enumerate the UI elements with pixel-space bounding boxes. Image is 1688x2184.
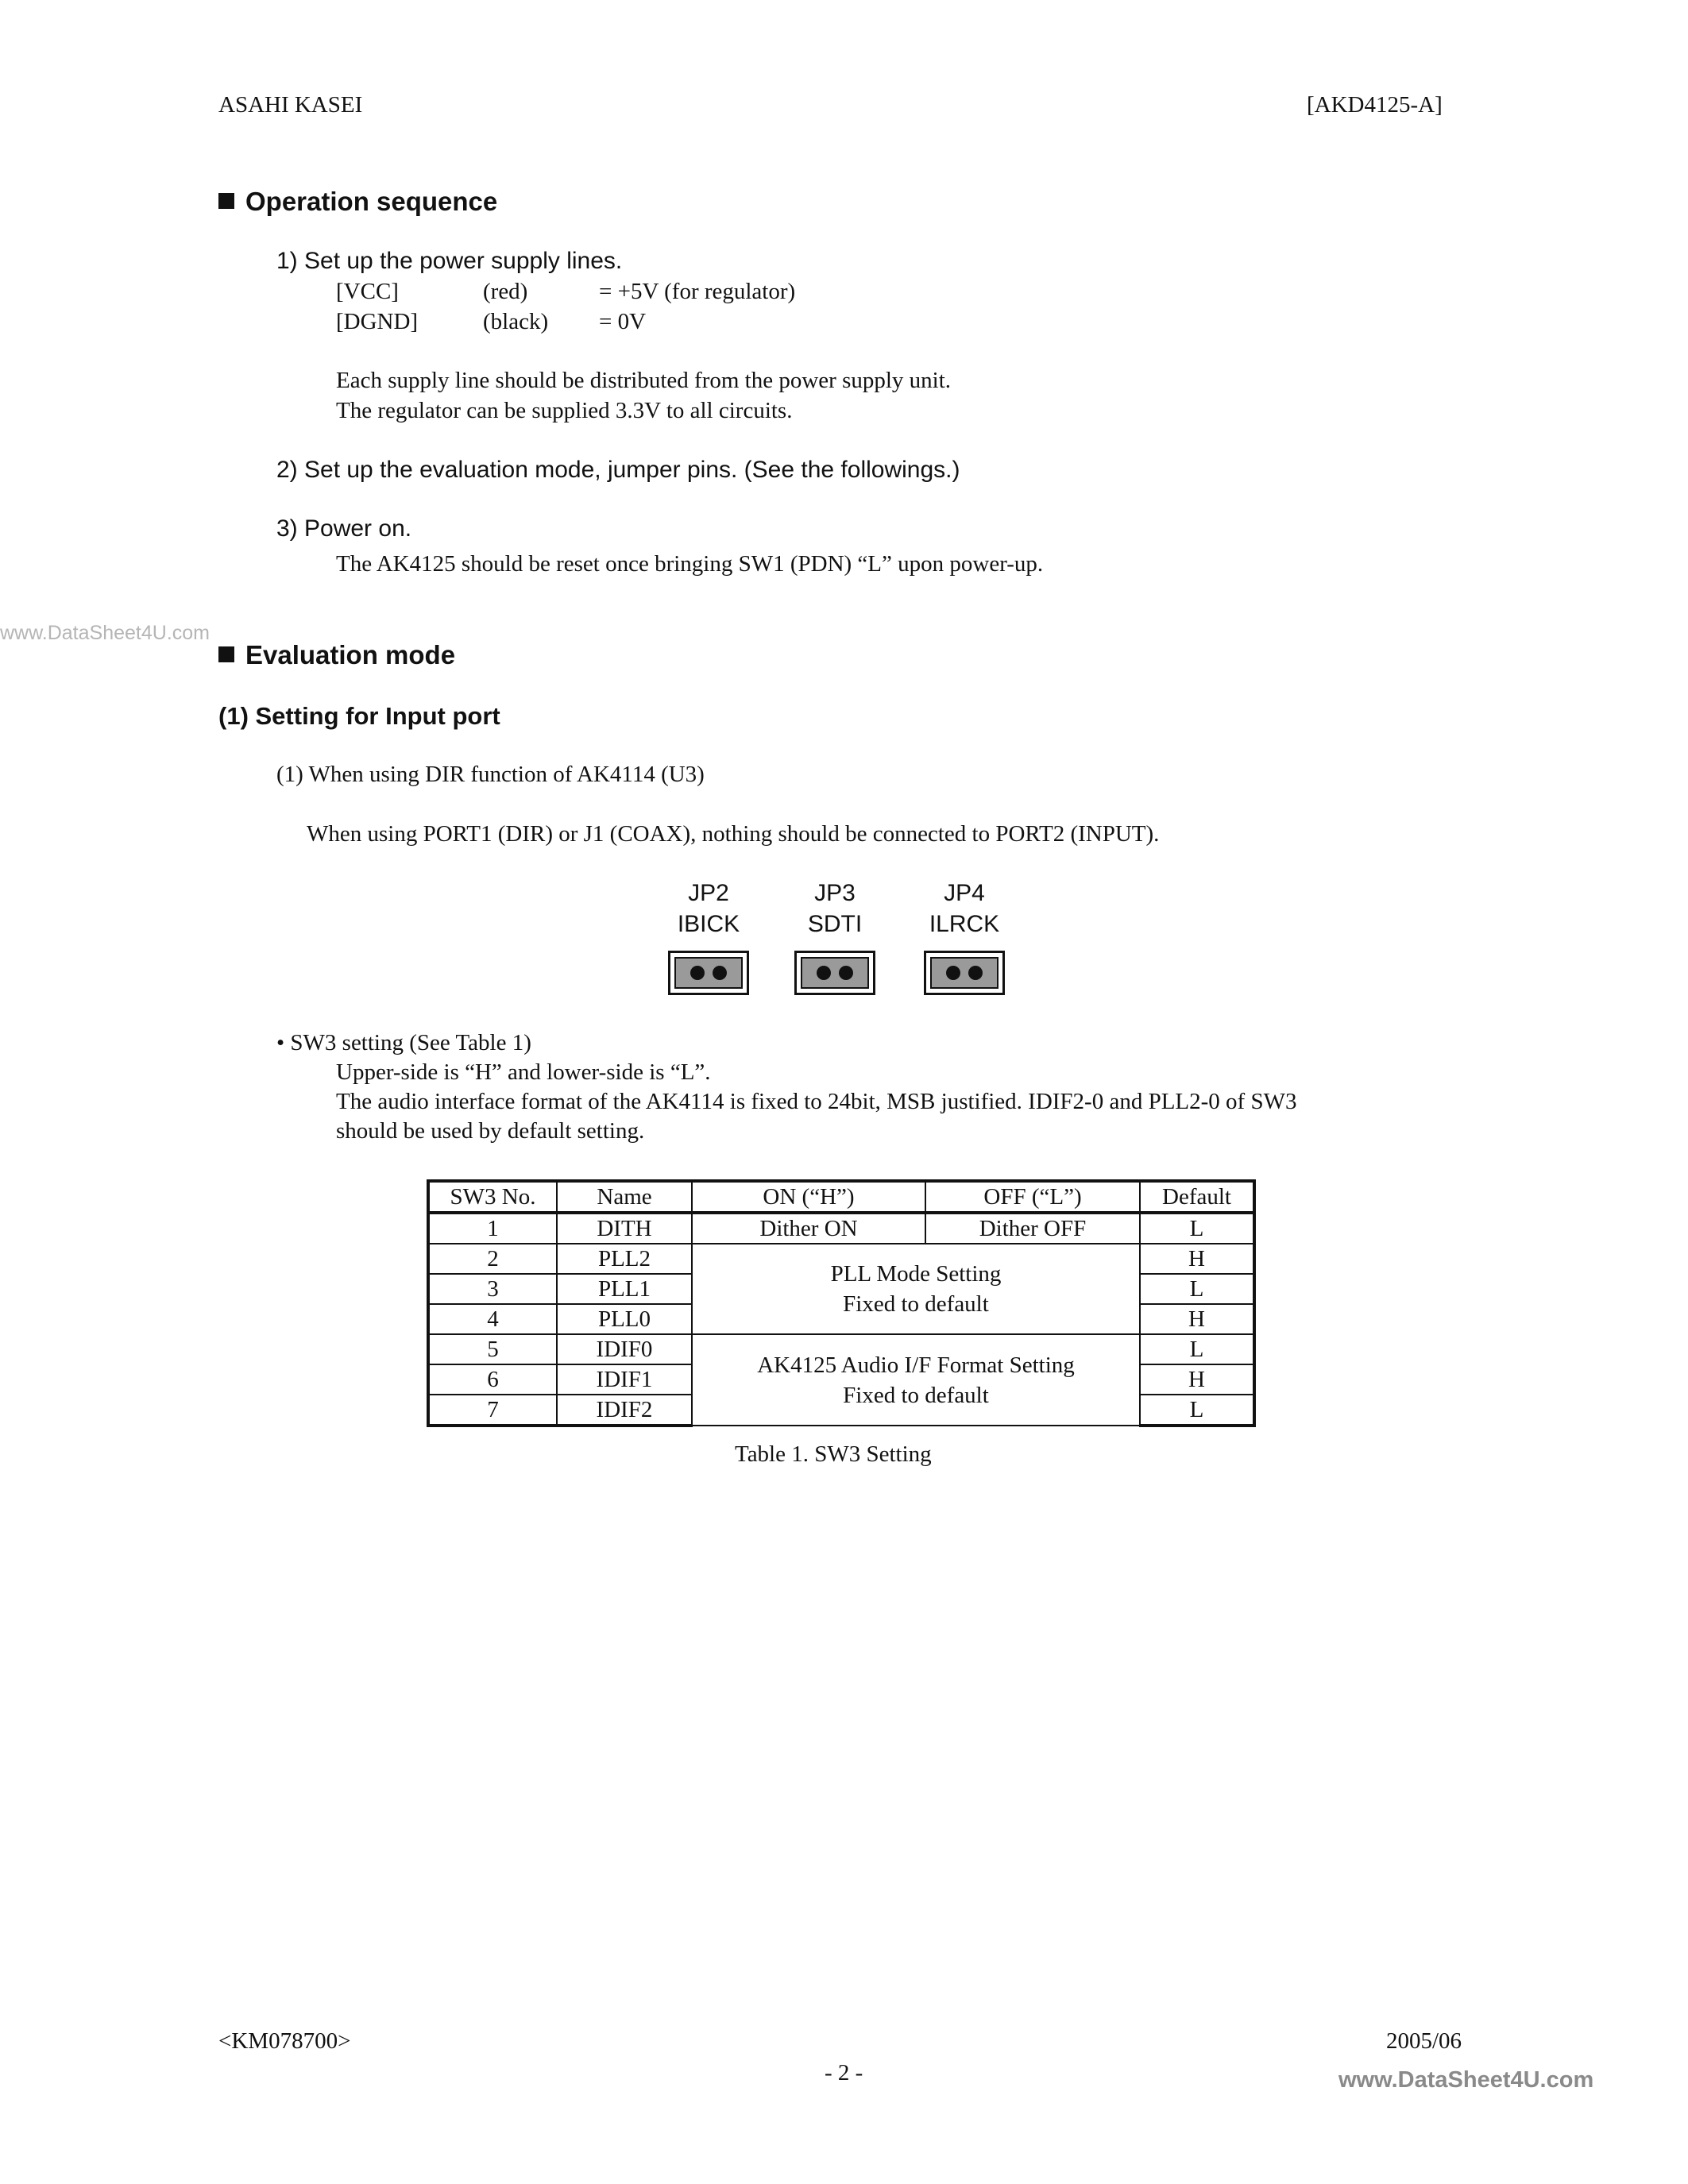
table-row [428,1334,1254,1364]
cell-no: 2 [428,1244,557,1274]
idif-merged-cell [692,1334,1140,1426]
cell-on: Dither ON [692,1213,925,1244]
jumper-shorted-icon [668,951,749,995]
pll-merged-cell [692,1244,1140,1334]
vcc-label: [VCC] [336,279,399,304]
footer-date: 2005/06 [1386,2028,1462,2054]
cell-name: PLL2 [557,1244,692,1274]
sw3-setting-table [427,1179,1256,1427]
jumper-signal: ILRCK [929,911,1000,937]
cell-name: IDIF1 [557,1364,692,1395]
input-port-subheading: (1) Setting for Input port [218,702,500,730]
cell-name: DITH [557,1213,692,1244]
supply-note-1: Each supply line should be distributed from the power supply unit. [336,368,952,393]
sw3-bullet: • SW3 setting (See Table 1) [276,1030,531,1055]
idif-merged-line-1: AK4125 Audio I/F Format Setting [757,1352,1075,1378]
header-cell: Default [1140,1181,1254,1213]
jumper-id: JP3 [814,880,856,906]
jumper-shorted-icon [924,951,1005,995]
pll-merged-line-1: PLL Mode Setting [830,1261,1002,1287]
page-number: - 2 - [825,2060,863,2086]
cell-default: L [1140,1334,1254,1364]
cell-no: 7 [428,1395,557,1426]
vcc-color: (red) [483,279,528,304]
cell-default: L [1140,1274,1254,1304]
step-3-note: The AK4125 should be reset once bringing SW1 (PDN) “L” upon power-up. [336,551,1044,577]
evaluation-mode-title: Evaluation mode [245,640,456,669]
cell-name: IDIF2 [557,1395,692,1426]
dir-case-title: (1) When using DIR function of AK4114 (U3) [276,762,705,787]
square-bullet-icon [218,193,234,209]
jumper-shorted-icon [794,951,875,995]
table-header-row [428,1181,1254,1213]
jumper-jp2 [665,878,752,995]
supply-note-2: The regulator can be supplied 3.3V to all circuits. [336,398,793,423]
step-3: 3) Power on. [276,515,412,542]
cell-no: 1 [428,1213,557,1244]
dir-case-note: When using PORT1 (DIR) or J1 (COAX), nothing should be connected to PORT2 (INPUT). [307,821,1160,847]
header-cell: ON (“H”) [692,1181,925,1213]
watermark-text: www.DataSheet4U.com [0,622,211,644]
table-row [428,1244,1254,1274]
jumper-signal: SDTI [807,911,863,937]
cell-no: 6 [428,1364,557,1395]
sw3-line-2: The audio interface format of the AK4114 is fixed to 24bit, MSB justified. IDIF2-0 and PLL2-0 of SW3 [336,1089,1297,1114]
cell-name: IDIF0 [557,1334,692,1364]
cell-default: L [1140,1213,1254,1244]
jumper-jp3 [791,878,879,995]
header-document-id: [AKD4125-A] [1307,92,1443,118]
sw3-line-1: Upper-side is “H” and lower-side is “L”. [336,1059,711,1085]
cell-default: L [1140,1395,1254,1426]
cell-no: 3 [428,1274,557,1304]
cell-off: Dither OFF [925,1213,1140,1244]
vcc-value: = +5V (for regulator) [599,279,796,304]
operation-sequence-title: Operation sequence [245,187,498,216]
cell-default: H [1140,1364,1254,1395]
idif-merged-line-2: Fixed to default [843,1382,989,1408]
jumper-id: JP2 [688,880,729,906]
header-cell: Name [557,1181,692,1213]
step-2: 2) Set up the evaluation mode, jumper pins. (See the followings.) [276,457,960,483]
footer-watermark: www.DataSheet4U.com [1338,2067,1594,2093]
jumper-id: JP4 [944,880,985,906]
header-cell: OFF (“L”) [925,1181,1140,1213]
evaluation-mode-heading [218,640,455,670]
table-row [428,1213,1254,1244]
jumper-signal: IBICK [677,911,740,937]
header-cell: SW3 No. [428,1181,557,1213]
cell-no: 4 [428,1304,557,1334]
dgnd-label: [DGND] [336,309,419,334]
square-bullet-icon [218,646,234,662]
cell-default: H [1140,1244,1254,1274]
operation-sequence-heading [218,187,497,217]
pll-merged-line-2: Fixed to default [843,1291,989,1317]
jumper-jp4 [921,878,1008,995]
dgnd-value: = 0V [599,309,647,334]
cell-name: PLL1 [557,1274,692,1304]
dgnd-color: (black) [483,309,549,334]
sw3-line-3: should be used by default setting. [336,1118,645,1144]
cell-name: PLL0 [557,1304,692,1334]
header-company: ASAHI KASEI [218,92,363,118]
step-1: 1) Set up the power supply lines. [276,248,623,274]
footer-doc-code: <KM078700> [218,2028,351,2054]
cell-no: 5 [428,1334,557,1364]
cell-default: H [1140,1304,1254,1334]
table-caption: Table 1. SW3 Setting [735,1441,932,1467]
